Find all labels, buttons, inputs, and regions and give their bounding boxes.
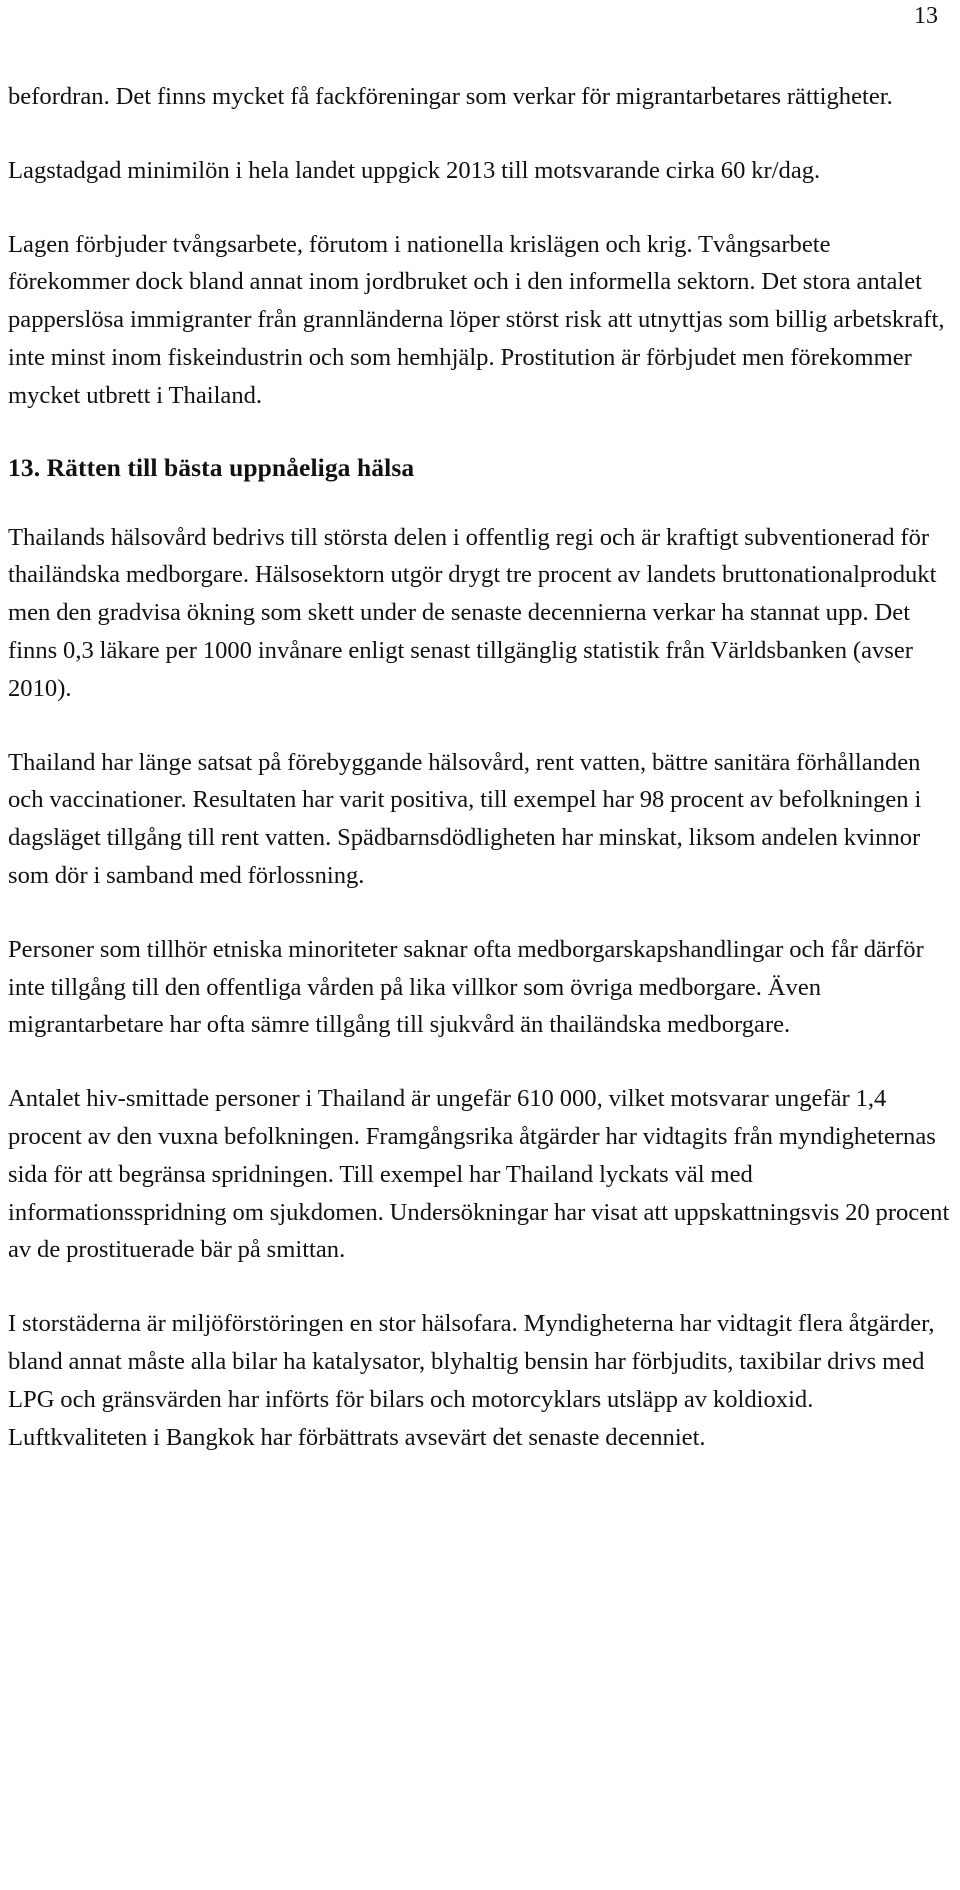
paragraph-minimum-wage: Lagstadgad minimilön i hela landet uppgick 2013 till motsvarande cirka 60 kr/dag. — [8, 156, 821, 184]
section-heading-health: 13. Rätten till bästa uppnåeliga hälsa — [8, 452, 415, 482]
paragraph-union-rights: befordran. Det finns mycket få fackföreningar som verkar för migrantarbetares rättigheter. — [8, 83, 893, 110]
paragraph-hiv: Antalet hiv-smittade personer i Thailand är ungefär 610 000, vilket motsvarar ungefär 1,4 procent av den vuxna befolkningen. Framgångsrika åtgärder har vidtagits från myndigheternas sida för att begränsa spridningen. Till exempel har Thailand lyckats väl med informationsspridning om sjukdomen. Undersökningar har visat att uppskattningsvis 20 procent av de prostituerade bär på smittan. — [8, 1085, 950, 1264]
paragraph-forced-labour: Lagen förbjuder tvångsarbete, förutom i nationella krislägen och krig. Tvångsarbete förekommer dock bland annat inom jordbruket och i den informella sektorn. Det stora antalet papperslösa immigranter från grannländerna löper störst risk att utnyttjas som billig arbetskraft, inte minst inom fiskeindustrin och som hemhjälp. Prostitution är förbjudet men förekommer mycket utbrett i Thailand. — [8, 230, 945, 409]
paragraph-preventive-care: Thailand har länge satsat på förebyggande hälsovård, rent vatten, bättre sanitära förhållanden och vaccinationer. Resultaten har varit positiva, till exempel har 98 procent av befolkningen i dagsläget tillgång till rent vatten. Spädbarnsdödligheten har minskat, liksom andelen kvinnor som dör i samband med förlossning. — [8, 748, 922, 889]
page-number: 13 — [914, 3, 938, 29]
paragraph-environment: I storstäderna är miljöförstöringen en stor hälsofara. Myndigheterna har vidtagit flera åtgärder, bland annat måste alla bilar ha katalysator, blyhaltig bensin har förbjudits, taxibilar drivs med LPG och gränsvärden har införts för bilars och motorcyklars utsläpp av koldioxid. Luftkvaliteten i Bangkok har förbättrats avsevärt det senaste decenniet. — [8, 1310, 935, 1451]
paragraph-minorities-access: Personer som tillhör etniska minoriteter saknar ofta medborgarskapshandlingar och får därför inte tillgång till den offentliga vården på lika villkor som övriga medborgare. Även migrantarbetare har ofta sämre tillgång till sjukvård än thailändska medborgare. — [8, 935, 924, 1039]
paragraph-healthcare-system: Thailands hälsovård bedrivs till största delen i offentlig regi och är kraftigt subventionerad för thailändska medborgare. Hälsosektorn utgör drygt tre procent av landets bruttonationalprodukt men den gradvisa ökning som skett under de senaste decennierna verkar ha stannat upp. Det finns 0,3 läkare per 1000 invånare enligt senast tillgänglig statistik från Världsbanken (avser 2010). — [8, 523, 937, 702]
document-body — [8, 78, 952, 1492]
